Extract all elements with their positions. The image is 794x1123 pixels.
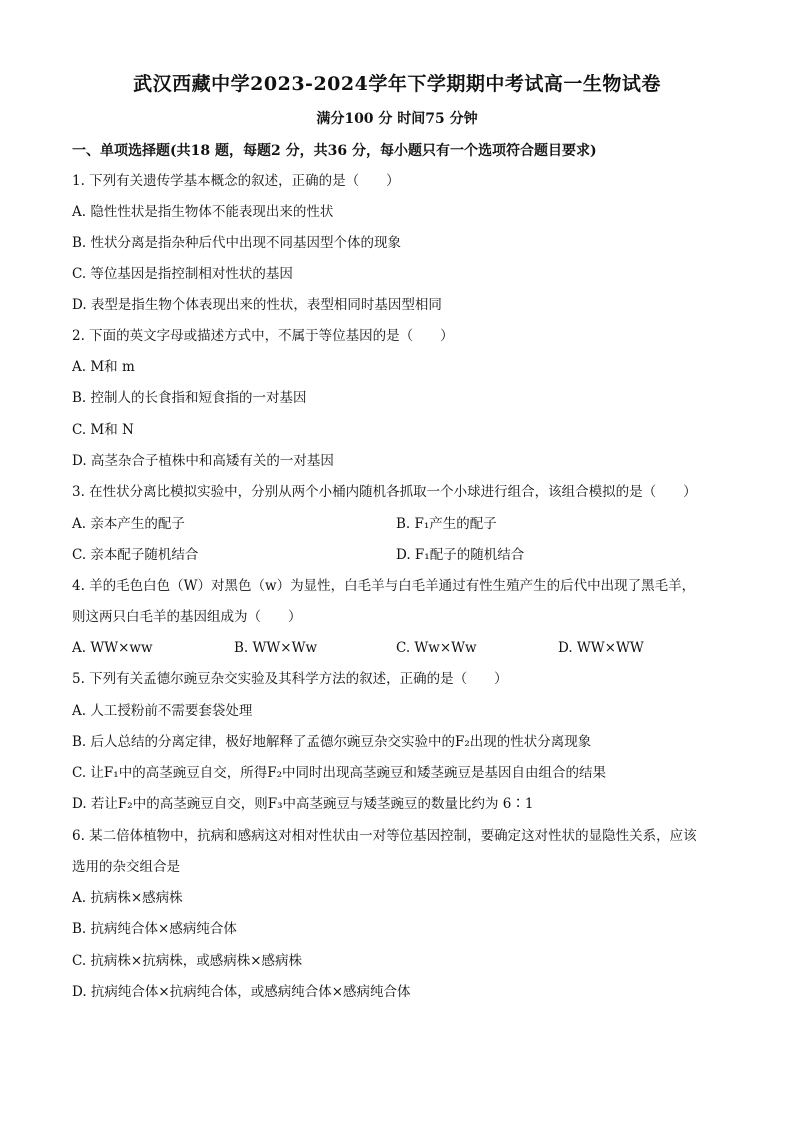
exam-info: 满分100 分 时间75 分钟 [316, 111, 478, 127]
question-5-option-d: D. 若让F₂中的高茎豌豆自交，则F₃中高茎豌豆与矮茎豌豆的数量比约为 6∶1 [72, 796, 534, 812]
question-4-stem-line-2: 则这两只白毛羊的基因组成为（ ） [72, 609, 302, 625]
question-2-option-b: B. 控制人的长食指和短食指的一对基因 [72, 390, 307, 406]
question-2-stem: 2. 下面的英文字母或描述方式中，不属于等位基因的是（ ） [72, 328, 454, 344]
question-5-option-c: C. 让F₁中的高茎豌豆自交，所得F₂中同时出现高茎豌豆和矮茎豌豆是基因自由组合的结果 [72, 765, 606, 781]
page-title: 武汉西藏中学2023-2024学年下学期期中考试高一生物试卷 [133, 73, 661, 95]
question-1-option-d: D. 表型是指生物个体表现出来的性状，表型相同时基因型相同 [72, 297, 442, 313]
question-4-stem-line-1: 4. 羊的毛色白色（W）对黑色（w）为显性，白毛羊与白毛羊通过有性生殖产生的后代中出现了黑毛羊， [72, 578, 696, 594]
question-5-option-a: A. 人工授粉前不需要套袋处理 [72, 703, 253, 719]
question-3-option-c: C. 亲本配子随机结合 [72, 547, 199, 563]
question-6-stem-line-2: 选用的杂交组合是 [72, 859, 180, 875]
question-1-stem: 1. 下列有关遗传学基本概念的叙述，正确的是（ ） [72, 173, 400, 189]
question-2-option-d: D. 高茎杂合子植株中和高矮有关的一对基因 [72, 453, 334, 469]
question-4-option-b: B. WW×Ww [234, 640, 317, 656]
question-6-stem-line-1: 6. 某二倍体植物中，抗病和感病这对相对性状由一对等位基因控制，要确定这对性状的显隐性关系，应该 [72, 828, 697, 844]
question-1-option-b: B. 性状分离是指杂种后代中出现不同基因型个体的现象 [72, 235, 402, 251]
question-6-option-b: B. 抗病纯合体×感病纯合体 [72, 921, 237, 937]
question-5-option-b: B. 后人总结的分离定律，极好地解释了孟德尔豌豆杂交实验中的F₂出现的性状分离现象 [72, 734, 592, 750]
question-5-stem: 5. 下列有关孟德尔豌豆杂交实验及其科学方法的叙述，正确的是（ ） [72, 671, 508, 687]
question-3-option-b: B. F₁产生的配子 [396, 516, 497, 532]
question-6-option-a: A. 抗病株×感病株 [72, 890, 183, 906]
question-1-option-a: A. 隐性性状是指生物体不能表现出来的性状 [72, 204, 334, 220]
question-4-option-a: A. WW×ww [72, 640, 153, 656]
question-4-option-d: D. WW×WW [558, 640, 644, 656]
question-6-option-c: C. 抗病株×抗病株，或感病株×感病株 [72, 953, 303, 969]
question-1-option-c: C. 等位基因是指控制相对性状的基因 [72, 266, 293, 282]
question-6-option-d: D. 抗病纯合体×抗病纯合体，或感病纯合体×感病纯合体 [72, 984, 411, 1000]
question-3-option-a: A. 亲本产生的配子 [72, 516, 185, 532]
section-heading: 一、单项选择题(共18 题，每题2 分，共36 分，每小题只有一个选项符合题目要求) [72, 143, 597, 159]
question-2-option-a: A. M和 m [72, 359, 135, 375]
question-2-option-c: C. M和 N [72, 422, 134, 438]
question-4-option-c: C. Ww×Ww [396, 640, 477, 656]
question-3-option-d: D. F₁配子的随机结合 [396, 547, 525, 563]
question-3-stem: 3. 在性状分离比模拟实验中，分别从两个小桶内随机各抓取一个小球进行组合，该组合模拟的是（ ） [72, 484, 697, 500]
